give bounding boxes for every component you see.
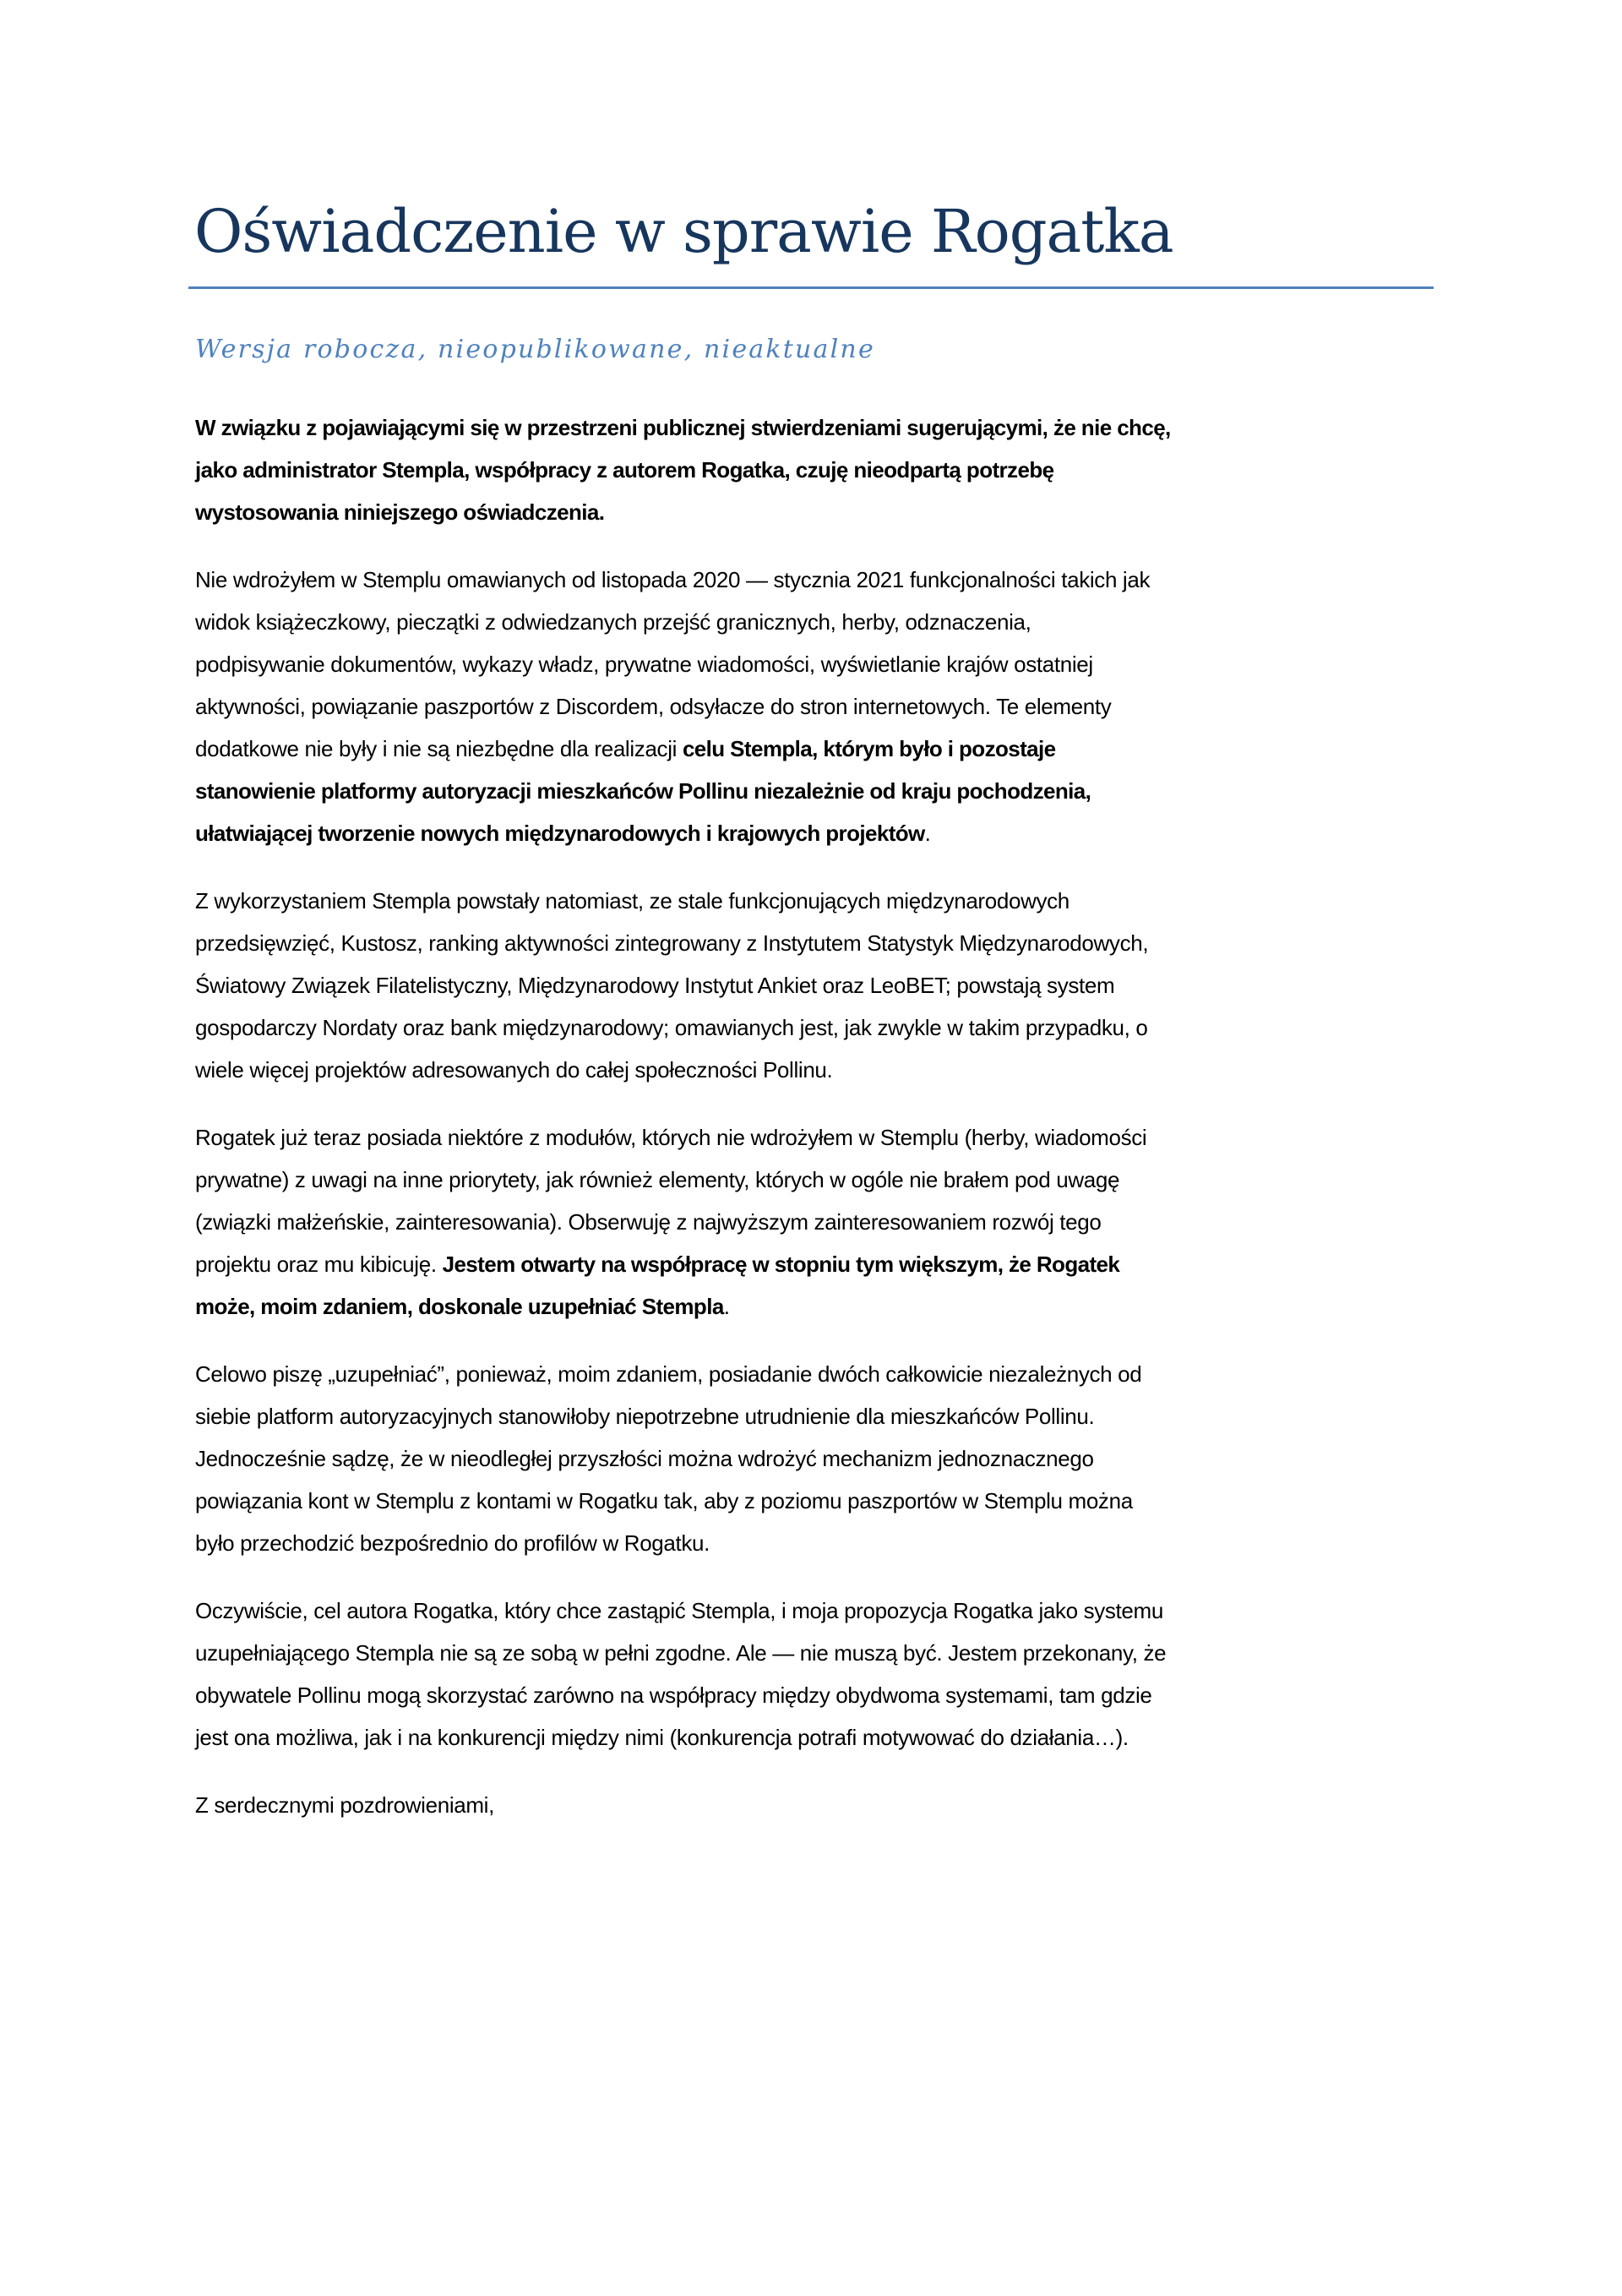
text-line (195, 1590, 1445, 1632)
text-run: Nie wdrożyłem w Stemplu omawianych od listopada 2020 — stycznia 2021 funkcjonalności takich jak (195, 567, 1151, 592)
text-run: przedsięwzięć, Kustosz, ranking aktywności zintegrowany z Instytutem Statystyk Międzynarodowych, (195, 930, 1149, 956)
paragraph-rogatek-modules (195, 1116, 1445, 1328)
text-run: widok książeczkowy, pieczątki z odwiedzanych przejść granicznych, herby, odznaczenia, (195, 609, 1031, 635)
text-run: powiązania kont w Stemplu z kontami w Rogatku tak, aby z poziomu paszportów w Stemplu można (195, 1488, 1133, 1513)
text-run: projektu oraz mu kibicuję. (195, 1252, 443, 1277)
text-line (195, 1116, 1445, 1159)
text-run: Z wykorzystaniem Stempla powstały natomiast, ze stale funkcjonujących międzynarodowych (195, 888, 1070, 913)
text-run: jest ona możliwa, jak i na konkurencji między nimi (konkurencja potrafi motywować do działania…). (195, 1725, 1129, 1750)
text-line (195, 1006, 1445, 1049)
bold-text-run: stanowienie platformy autoryzacji mieszkańców Pollinu niezależnie od kraju pochodzenia, (195, 778, 1091, 804)
paragraph-intro (195, 406, 1445, 533)
text-run: gospodarczy Nordaty oraz bank międzynarodowy; omawianych jest, jak zwykle w takim przypadku, o (195, 1015, 1148, 1040)
title-underline-rule (188, 286, 1434, 289)
text-line (195, 491, 1445, 533)
bold-text-run: wystosowania niniejszego oświadczenia. (195, 499, 605, 525)
text-run: Z serdecznymi pozdrowieniami, (195, 1792, 494, 1818)
text-line (195, 880, 1445, 922)
text-line (195, 812, 1445, 854)
text-run: . (723, 1294, 730, 1319)
text-line (195, 770, 1445, 812)
text-run: Światowy Związek Filatelistyczny, Międzynarodowy Instytut Ankiet oraz LeoBET; powstają system (195, 973, 1115, 998)
text-line (195, 1395, 1445, 1437)
paragraph-features (195, 559, 1445, 854)
text-line (195, 559, 1445, 601)
text-run: Rogatek już teraz posiada niektóre z modułów, których nie wdrożyłem w Stemplu (herby, wiadomości (195, 1125, 1147, 1150)
document-title: Oświadczenie w sprawie Rogatka (194, 197, 1173, 266)
bold-text-run: ułatwiającej tworzenie nowych międzynarodowych i krajowych projektów (195, 821, 925, 846)
bold-text-run: jako administrator Stempla, współpracy z autorem Rogatka, czuję nieodpartą potrzebę (195, 457, 1054, 483)
text-line (195, 728, 1445, 770)
text-line (195, 1784, 1445, 1826)
text-run: uzupełniającego Stempla nie są ze sobą w pełni zgodne. Ale — nie muszą być. Jestem przekonany, że (195, 1640, 1167, 1666)
text-line (195, 1159, 1445, 1201)
text-line (195, 922, 1445, 964)
text-run: podpisywanie dokumentów, wykazy władz, prywatne wiadomości, wyświetlanie krajów ostatniej (195, 652, 1093, 677)
text-line (195, 1201, 1445, 1243)
text-run: siebie platform autoryzacyjnych stanowiłoby niepotrzebne utrudnienie dla mieszkańców Pollinu. (195, 1404, 1095, 1429)
text-line (195, 1353, 1445, 1395)
text-line (195, 1632, 1445, 1674)
text-run: prywatne) z uwagi na inne priorytety, jak również elementy, których w ogóle nie brałem pod uwagę (195, 1167, 1120, 1192)
text-line (195, 1285, 1445, 1328)
text-run: Celowo piszę „uzupełniać”, ponieważ, moim zdaniem, posiadanie dwóch całkowicie niezależnych od (195, 1361, 1142, 1387)
text-run: Jednocześnie sądzę, że w nieodległej przyszłości można wdrożyć mechanizm jednoznacznego (195, 1446, 1094, 1471)
text-line (195, 1674, 1445, 1716)
paragraph-complement (195, 1353, 1445, 1564)
text-line (195, 1437, 1445, 1480)
paragraph-conclusion (195, 1590, 1445, 1759)
document-subtitle: Wersja robocza, nieopublikowane, nieaktualne (195, 335, 875, 364)
text-line (195, 449, 1445, 491)
text-run: aktywności, powiązanie paszportów z Discordem, odsyłacze do stron internetowych. Te elementy (195, 694, 1112, 719)
text-line (195, 1522, 1445, 1564)
text-line (195, 1716, 1445, 1759)
text-line (195, 685, 1445, 728)
text-run: dodatkowe nie były i nie są niezbędne dla realizacji (195, 736, 683, 761)
text-line (195, 964, 1445, 1006)
document-body (195, 406, 1445, 1852)
bold-text-run: celu Stempla, którym było i pozostaje (682, 736, 1056, 761)
bold-text-run: Jestem otwarty na współpracę w stopniu tym większym, że Rogatek (442, 1252, 1120, 1277)
text-line (195, 1480, 1445, 1522)
text-line (195, 1243, 1445, 1285)
text-run: obywatele Pollinu mogą skorzystać zarówno na współpracy między obydwoma systemami, tam gdzie (195, 1682, 1152, 1708)
text-run: Oczywiście, cel autora Rogatka, który chce zastąpić Stempla, i moja propozycja Rogatka jako systemu (195, 1598, 1163, 1623)
text-run: było przechodzić bezpośrednio do profilów w Rogatku. (195, 1530, 710, 1556)
paragraph-projects (195, 880, 1445, 1091)
paragraph-closing (195, 1784, 1445, 1826)
text-line (195, 643, 1445, 685)
text-run: wiele więcej projektów adresowanych do całej społeczności Pollinu. (195, 1057, 833, 1083)
text-line (195, 406, 1445, 449)
bold-text-run: może, moim zdaniem, doskonale uzupełniać Stempla (195, 1294, 724, 1319)
text-run: (związki małżeńskie, zainteresowania). Obserwuję z najwyższym zainteresowaniem rozwój tego (195, 1209, 1102, 1235)
text-line (195, 1049, 1445, 1091)
text-line (195, 601, 1445, 643)
bold-text-run: W związku z pojawiającymi się w przestrzeni publicznej stwierdzeniami sugerującymi, że nie chcę, (195, 415, 1171, 440)
text-run: . (924, 821, 931, 846)
